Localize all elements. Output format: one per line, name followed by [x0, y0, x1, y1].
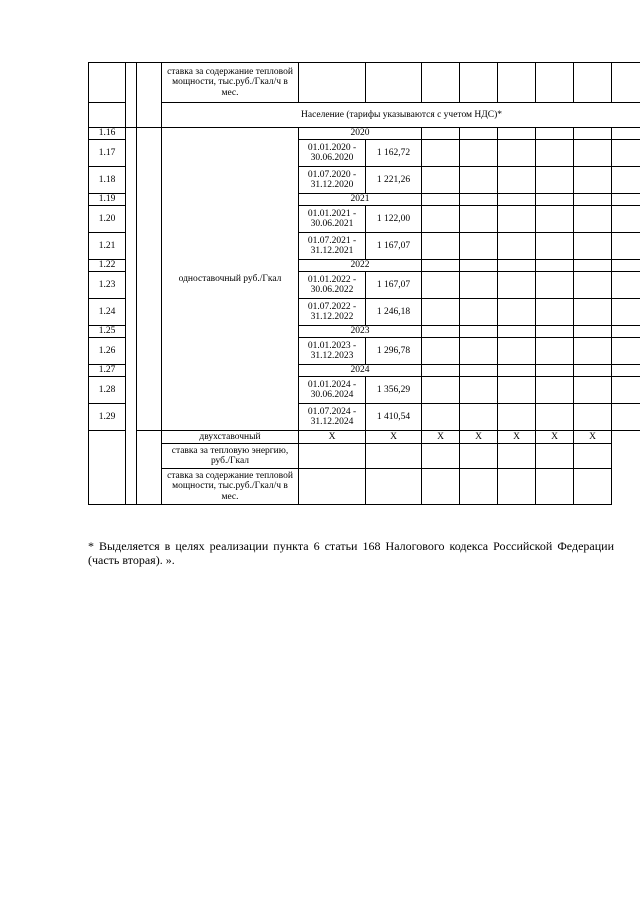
row-number: 1.24	[89, 299, 126, 326]
table-cell-empty	[574, 140, 612, 167]
period-label: 01.01.2022 - 30.06.2022	[299, 272, 366, 299]
table-cell-empty	[498, 365, 536, 377]
table-cell-empty	[460, 194, 498, 206]
tariff-value: 1 162,72	[366, 140, 422, 167]
table-cell-empty	[422, 260, 460, 272]
table-cell-empty	[366, 444, 422, 469]
table-cell-empty	[498, 140, 536, 167]
spacer-cell	[126, 128, 137, 505]
row-label: ставка за содержание тепловой мощности, тыс.руб./Гкал/ч в мес.	[162, 63, 299, 103]
row-number-cell	[89, 63, 126, 103]
table-cell-empty	[299, 469, 366, 505]
x-mark: X	[299, 431, 366, 444]
footnote: * Выделяется в целях реализации пункта 6 статьи 168 Налогового кодекса Российской Федерации (часть вторая). ».	[88, 539, 614, 567]
table-cell-empty	[612, 338, 640, 365]
table-cell-empty	[612, 63, 640, 103]
row-number: 1.17	[89, 140, 126, 167]
table-cell-empty	[612, 140, 640, 167]
table-cell-empty	[366, 63, 422, 103]
table-cell-empty	[422, 469, 460, 505]
table-cell-empty	[498, 444, 536, 469]
row-number-cell	[89, 103, 126, 128]
table-cell-empty	[574, 233, 612, 260]
table-cell-empty	[422, 194, 460, 206]
period-label: 01.07.2022 - 31.12.2022	[299, 299, 366, 326]
spacer-cell	[126, 63, 137, 128]
table-cell-empty	[460, 299, 498, 326]
table-cell-empty	[574, 365, 612, 377]
row-number: 1.25	[89, 326, 126, 338]
table-cell-empty	[460, 469, 498, 505]
table-row	[89, 431, 640, 444]
table-cell-empty	[574, 326, 612, 338]
table-row	[89, 63, 640, 103]
table-cell-empty	[612, 272, 640, 299]
table-cell-empty	[498, 469, 536, 505]
row-number: 1.26	[89, 338, 126, 365]
one-part-label: одноставочный руб./Гкал	[162, 128, 299, 431]
table-cell-empty	[536, 365, 574, 377]
table-cell-empty	[574, 444, 612, 469]
period-label: 01.01.2020 - 30.06.2020	[299, 140, 366, 167]
table-cell-empty	[498, 233, 536, 260]
tariff-value: 1 122,00	[366, 206, 422, 233]
year-label: 2024	[299, 365, 422, 377]
table-cell-empty	[536, 469, 574, 505]
table-cell-empty	[422, 272, 460, 299]
table-cell-empty	[536, 167, 574, 194]
row-number: 1.18	[89, 167, 126, 194]
table-cell-empty	[574, 299, 612, 326]
table-row	[89, 128, 640, 140]
spacer-cell	[137, 128, 162, 431]
row-number: 1.27	[89, 365, 126, 377]
table-cell-empty	[536, 260, 574, 272]
table-cell-empty	[612, 260, 640, 272]
period-label: 01.01.2021 - 30.06.2021	[299, 206, 366, 233]
table-cell-empty	[536, 206, 574, 233]
table-cell-empty	[299, 63, 366, 103]
table-cell-empty	[536, 233, 574, 260]
period-label: 01.07.2021 - 31.12.2021	[299, 233, 366, 260]
period-label: 01.01.2023 - 31.12.2023	[299, 338, 366, 365]
tariff-table	[88, 62, 640, 505]
spacer-cell	[137, 63, 162, 128]
x-mark: X	[574, 431, 612, 444]
table-cell-empty	[536, 377, 574, 404]
table-cell-empty	[574, 63, 612, 103]
table-cell-empty	[498, 272, 536, 299]
period-label: 01.01.2024 - 30.06.2024	[299, 377, 366, 404]
table-cell-empty	[536, 140, 574, 167]
row-number: 1.16	[89, 128, 126, 140]
table-cell-empty	[574, 128, 612, 140]
table-cell-empty	[422, 233, 460, 260]
table-cell-empty	[422, 167, 460, 194]
table-cell-empty	[536, 272, 574, 299]
table-cell-empty	[612, 194, 640, 206]
table-cell-empty	[299, 444, 366, 469]
row-label: ставка за содержание тепловой мощности, тыс.руб./Гкал/ч в мес.	[162, 469, 299, 505]
table-cell-empty	[460, 233, 498, 260]
table-cell-empty	[498, 377, 536, 404]
row-number: 1.19	[89, 194, 126, 206]
table-cell-empty	[536, 338, 574, 365]
table-cell-empty	[422, 338, 460, 365]
table-cell-empty	[460, 326, 498, 338]
table-cell-empty	[498, 299, 536, 326]
table-cell-empty	[498, 338, 536, 365]
two-part-label: двухставочный	[162, 431, 299, 444]
table-cell-empty	[612, 365, 640, 377]
table-cell-empty	[536, 326, 574, 338]
year-label: 2021	[299, 194, 422, 206]
table-cell-empty	[612, 128, 640, 140]
table-cell-empty	[366, 469, 422, 505]
table-cell-empty	[612, 233, 640, 260]
table-cell-empty	[422, 299, 460, 326]
row-number: 1.22	[89, 260, 126, 272]
table-cell-empty	[460, 260, 498, 272]
table-cell-empty	[574, 338, 612, 365]
table-cell-empty	[460, 167, 498, 194]
tariff-value: 1 167,07	[366, 233, 422, 260]
tariff-value: 1 356,29	[366, 377, 422, 404]
table-cell-empty	[612, 167, 640, 194]
table-cell-empty	[422, 365, 460, 377]
table-cell-empty	[498, 167, 536, 194]
section-header: Население (тарифы указываются с учетом НДС)*	[162, 103, 640, 128]
table-cell-empty	[460, 128, 498, 140]
tariff-value: 1 410,54	[366, 404, 422, 431]
tariff-value: 1 167,07	[366, 272, 422, 299]
table-cell-empty	[536, 404, 574, 431]
row-number: 1.20	[89, 206, 126, 233]
table-cell-empty	[498, 206, 536, 233]
year-label: 2020	[299, 128, 422, 140]
x-mark: X	[460, 431, 498, 444]
table-cell-empty	[612, 404, 640, 431]
table-cell-empty	[422, 444, 460, 469]
table-cell-empty	[422, 404, 460, 431]
table-cell-empty	[498, 63, 536, 103]
table-cell-empty	[574, 377, 612, 404]
tariff-value: 1 246,18	[366, 299, 422, 326]
table-cell-empty	[422, 63, 460, 103]
table-cell-empty	[574, 194, 612, 206]
section-header-row	[89, 103, 640, 128]
table-cell-empty	[574, 206, 612, 233]
table-cell-empty	[460, 140, 498, 167]
year-label: 2023	[299, 326, 422, 338]
table-cell-empty	[574, 404, 612, 431]
year-label: 2022	[299, 260, 422, 272]
table-cell-empty	[422, 140, 460, 167]
table-cell-empty	[498, 326, 536, 338]
table-cell-empty	[498, 128, 536, 140]
table-cell-empty	[612, 326, 640, 338]
table-row	[89, 444, 640, 469]
period-label: 01.07.2024 - 31.12.2024	[299, 404, 366, 431]
table-cell-empty	[422, 377, 460, 404]
table-cell-empty	[422, 128, 460, 140]
row-number: 1.21	[89, 233, 126, 260]
table-cell-empty	[498, 404, 536, 431]
x-mark: X	[536, 431, 574, 444]
table-cell-empty	[460, 338, 498, 365]
table-row	[89, 469, 640, 505]
table-cell-empty	[574, 469, 612, 505]
row-number: 1.23	[89, 272, 126, 299]
x-mark: X	[422, 431, 460, 444]
tariff-value: 1 221,26	[366, 167, 422, 194]
table-cell-empty	[574, 272, 612, 299]
table-cell-empty	[612, 206, 640, 233]
table-cell-empty	[460, 404, 498, 431]
table-cell-empty	[422, 326, 460, 338]
table-cell-empty	[612, 377, 640, 404]
table-cell-empty	[536, 444, 574, 469]
table-cell-empty	[460, 206, 498, 233]
tariff-value: 1 296,78	[366, 338, 422, 365]
spacer-cell	[137, 431, 162, 505]
table-cell-empty	[498, 194, 536, 206]
table-cell-empty	[460, 63, 498, 103]
table-cell-empty	[536, 63, 574, 103]
x-mark: X	[366, 431, 422, 444]
table-cell-empty	[536, 299, 574, 326]
table-cell-empty	[460, 365, 498, 377]
table-cell-empty	[460, 272, 498, 299]
row-number-cell	[89, 431, 126, 505]
table-cell-empty	[422, 206, 460, 233]
table-cell-empty	[460, 377, 498, 404]
table-cell-empty	[498, 260, 536, 272]
table-cell-empty	[612, 299, 640, 326]
row-number: 1.29	[89, 404, 126, 431]
period-label: 01.07.2020 - 31.12.2020	[299, 167, 366, 194]
table-cell-empty	[536, 194, 574, 206]
row-label: ставка за тепловую энергию, руб./Гкал	[162, 444, 299, 469]
table-cell-empty	[574, 167, 612, 194]
table-cell-empty	[574, 260, 612, 272]
table-cell-empty	[460, 444, 498, 469]
row-number: 1.28	[89, 377, 126, 404]
x-mark: X	[498, 431, 536, 444]
table-cell-empty	[536, 128, 574, 140]
